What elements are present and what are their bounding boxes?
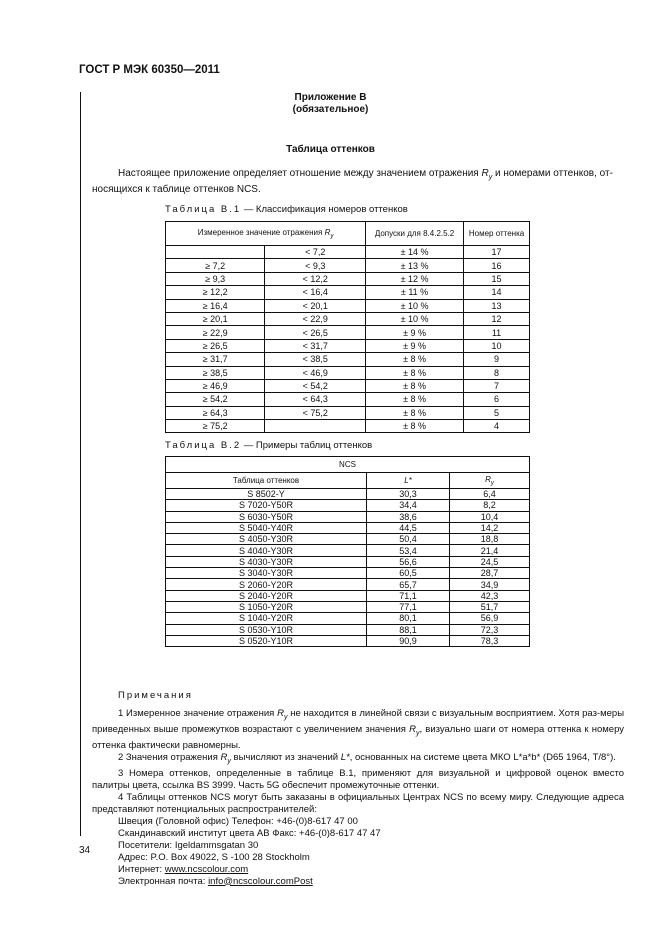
table-cell: ≥ 64,3 (166, 406, 265, 419)
intro-text-1: Настоящее приложение определяет отношение между значением отражения (118, 168, 479, 179)
table-row (166, 500, 530, 511)
table-row (166, 511, 530, 522)
table-cell (166, 246, 265, 259)
table-row (166, 299, 530, 312)
table-cell: 72,3 (450, 624, 530, 635)
table-cell: < 38,5 (265, 353, 366, 366)
table-row (166, 635, 530, 646)
table-cell (265, 420, 366, 433)
table-row (166, 590, 530, 601)
table-row (166, 286, 530, 299)
table-cell: ± 13 % (366, 259, 464, 272)
appendix-status: (обязательное) (292, 104, 369, 115)
table-cell: < 22,9 (265, 312, 366, 325)
table-row (166, 406, 530, 419)
intro-text-2: и номерами оттенков, от- (495, 168, 613, 179)
table-cell: 77,1 (367, 601, 450, 612)
table-cell: < 16,4 (265, 286, 366, 299)
table-cell: < 26,5 (265, 326, 366, 339)
table-cell: 78,3 (450, 635, 530, 646)
table-cell: S 1040-Y20R (166, 613, 367, 624)
table-cell: 60,5 (367, 568, 450, 579)
table2-group-header: NCS (166, 457, 530, 473)
table-cell: ± 10 % (366, 299, 464, 312)
table-row (166, 312, 530, 325)
table-cell: ± 8 % (366, 420, 464, 433)
table-cell: 56,9 (450, 613, 530, 624)
table-cell: S 0520-Y10R (166, 635, 367, 646)
table-cell: 8,2 (450, 500, 530, 511)
table2-header-l: L* (367, 473, 450, 489)
table-cell: ≥ 12,2 (166, 286, 265, 299)
table-cell: 30,3 (367, 489, 450, 500)
table-cell: 14 (464, 286, 530, 299)
table-row (166, 393, 530, 406)
table-cell: 42,3 (450, 590, 530, 601)
table-row (166, 353, 530, 366)
symbol-r: R (481, 168, 489, 179)
table-cell: 56,6 (367, 556, 450, 567)
table-cell: 53,4 (367, 545, 450, 556)
table-row (166, 246, 530, 259)
table-cell: S 6030-Y50R (166, 511, 367, 522)
email-link[interactable]: info@ncscolour.comPost (208, 875, 313, 887)
address-line-1: Швеция (Головной офис) Телефон: +46-(0)8-617 47 00 (118, 815, 358, 827)
table-cell: 88,1 (367, 624, 450, 635)
table-cell: 12 (464, 312, 530, 325)
table-cell: 9 (464, 353, 530, 366)
table-cell: < 31,7 (265, 339, 366, 352)
table-cell: < 54,2 (265, 379, 366, 392)
table-cell: 34,4 (367, 500, 450, 511)
table-cell: ± 9 % (366, 326, 464, 339)
table-row (166, 579, 530, 590)
table-cell: 13 (464, 299, 530, 312)
table-cell: 16 (464, 259, 530, 272)
table-cell: ≥ 9,3 (166, 272, 265, 285)
table-cell: < 20,1 (265, 299, 366, 312)
table-cell: 6,4 (450, 489, 530, 500)
table-row (166, 489, 530, 500)
table-row (166, 613, 530, 624)
table-cell: S 0530-Y10R (166, 624, 367, 635)
table-cell: ± 9 % (366, 339, 464, 352)
table-row (166, 259, 530, 272)
table-cell: ± 8 % (366, 393, 464, 406)
table2-header-shade: Таблица оттенков (166, 473, 367, 489)
table-cell: S 7020-Y50R (166, 500, 367, 511)
table-cell: 4 (464, 420, 530, 433)
table-row (166, 272, 530, 285)
shade-classification-table (165, 221, 530, 433)
table1-header-tolerance: Допуски для 8.4.2.5.2 (366, 222, 464, 246)
table-cell: ± 8 % (366, 353, 464, 366)
table-cell: 71,1 (367, 590, 450, 601)
table1-header-shade: Номер оттенка (464, 222, 530, 246)
table-cell: S 2040-Y20R (166, 590, 367, 601)
table-cell: S 2060-Y20R (166, 579, 367, 590)
table-cell: ≥ 75,2 (166, 420, 265, 433)
table-cell: ± 14 % (366, 246, 464, 259)
table-cell: ≥ 20,1 (166, 312, 265, 325)
table-cell: 11 (464, 326, 530, 339)
table-cell: ≥ 16,4 (166, 299, 265, 312)
website-link[interactable]: www.ncscolour.com (164, 863, 249, 875)
address-line-2: Скандинавский институт цвета АВ Факс: +46-(0)8-617 47 47 (118, 827, 381, 839)
table-cell: S 4030-Y30R (166, 556, 367, 567)
table-cell: 90,9 (367, 635, 450, 646)
table-cell: 21,4 (450, 545, 530, 556)
table-row (166, 534, 530, 545)
page-number: 34 (79, 845, 91, 856)
table-cell: S 1050-Y20R (166, 601, 367, 612)
table-cell: ± 8 % (366, 379, 464, 392)
table-cell: ≥ 46,9 (166, 379, 265, 392)
table-cell: 7 (464, 379, 530, 392)
table-cell: S 8502-Y (166, 489, 367, 500)
table-row (166, 568, 530, 579)
table-cell: 38,6 (367, 511, 450, 522)
notes-title: Примечания (118, 690, 193, 701)
table-cell: ± 8 % (366, 366, 464, 379)
table-cell: 34,9 (450, 579, 530, 590)
table-cell: < 12,2 (265, 272, 366, 285)
table-cell: ± 12 % (366, 272, 464, 285)
table-row (166, 420, 530, 433)
table-row (166, 379, 530, 392)
table-cell: ≥ 54,2 (166, 393, 265, 406)
table-cell: ± 10 % (366, 312, 464, 325)
table-cell: 14,2 (450, 522, 530, 533)
table-cell: ≥ 7,2 (166, 259, 265, 272)
appendix-heading: Таблица оттенков (286, 144, 375, 155)
address-line-4: Адрес: P.O. Box 49022, S -100 28 Stockholm (118, 851, 310, 863)
table-row (166, 366, 530, 379)
appendix-title: Приложение В (294, 92, 367, 103)
table2-caption: Таблица В.2 — Примеры таблиц оттенков (165, 440, 373, 451)
note-1: 1 Измеренное значение отражения $R_y$ не находится в линейной связи с визуальным восприятием. Хотя раз-меры приведенных выше промежутков возрастают с увеличением значения $R_y$, визуально шаги от номера оттенка к номеру оттенка фактически равномерны. (92, 708, 625, 751)
table-row (166, 601, 530, 612)
address-line-3: Посетители: Igeldammsgatan 30 (118, 839, 259, 851)
table2-header-r: $R_y$ (450, 473, 530, 489)
note-4: 4 Таблицы оттенков NCS могут быть заказаны в официальных Центрах NCS по всему миру. Следующие адреса представляют потенциальных распространителей: (92, 791, 624, 815)
table-cell: ≥ 31,7 (166, 353, 265, 366)
table-cell: 44,5 (367, 522, 450, 533)
symbol-y: y (488, 174, 493, 181)
table-cell: S 3040-Y30R (166, 568, 367, 579)
table-row (166, 624, 530, 635)
table-cell: 65,7 (367, 579, 450, 590)
table-cell: S 4050-Y30R (166, 534, 367, 545)
margin-line (80, 92, 81, 836)
table-cell: 10 (464, 339, 530, 352)
table-row (166, 326, 530, 339)
table-cell: 50,4 (367, 534, 450, 545)
table-cell: 17 (464, 246, 530, 259)
table-cell: ≥ 38,5 (166, 366, 265, 379)
table-row (166, 522, 530, 533)
table-cell: 18,8 (450, 534, 530, 545)
table-cell: 10,4 (450, 511, 530, 522)
intro-text-3: носящихся к таблице оттенков NCS. (92, 184, 261, 195)
table-row (166, 339, 530, 352)
table-cell: 24,5 (450, 556, 530, 567)
internet-line: Интернет: www.ncscolour.com (118, 863, 249, 875)
table-cell: 15 (464, 272, 530, 285)
table-cell: ≥ 22,9 (166, 326, 265, 339)
table-cell: < 75,2 (265, 406, 366, 419)
table-cell: S 4040-Y30R (166, 545, 367, 556)
table-cell: ≥ 26,5 (166, 339, 265, 352)
note-3: 3 Номера оттенков, определенные в таблице В.1, применяют для визуальной и цифровой оценок вместо палитры цвета, ссылка BS 3999. Часть 5G обеспечит промежуточные оттенки. (92, 767, 624, 791)
table1-header-reflection: Измеренное значение отражения $R_y$ (166, 222, 366, 246)
notes-block (92, 690, 624, 888)
table-cell: 51,7 (450, 601, 530, 612)
table-cell: 28,7 (450, 568, 530, 579)
table-cell: ± 11 % (366, 286, 464, 299)
table-cell: 5 (464, 406, 530, 419)
table-cell: 80,1 (367, 613, 450, 624)
table-cell: < 9,3 (265, 259, 366, 272)
table-cell: S 5040-Y40R (166, 522, 367, 533)
table-cell: 6 (464, 393, 530, 406)
email-line: Электронная почта: info@ncscolour.comPost (118, 875, 313, 887)
table-row (166, 545, 530, 556)
table-cell: ± 8 % (366, 406, 464, 419)
table-cell: < 46,9 (265, 366, 366, 379)
ncs-shade-examples-table (165, 456, 530, 647)
table-cell: < 64,3 (265, 393, 366, 406)
intro-paragraph (92, 168, 624, 196)
table-cell: < 7,2 (265, 246, 366, 259)
table-cell: 8 (464, 366, 530, 379)
table-row (166, 556, 530, 567)
document-header: ГОСТ Р МЭК 60350—2011 (79, 64, 220, 76)
note-2: 2 Значения отражения $R_y$ вычисляют из значений L*, основанных на системе цвета МКО L*a*b* (D65 1964, Т/8°). (118, 751, 616, 765)
table1-caption: Таблица В.1 — Классификация номеров оттенков (165, 204, 408, 215)
